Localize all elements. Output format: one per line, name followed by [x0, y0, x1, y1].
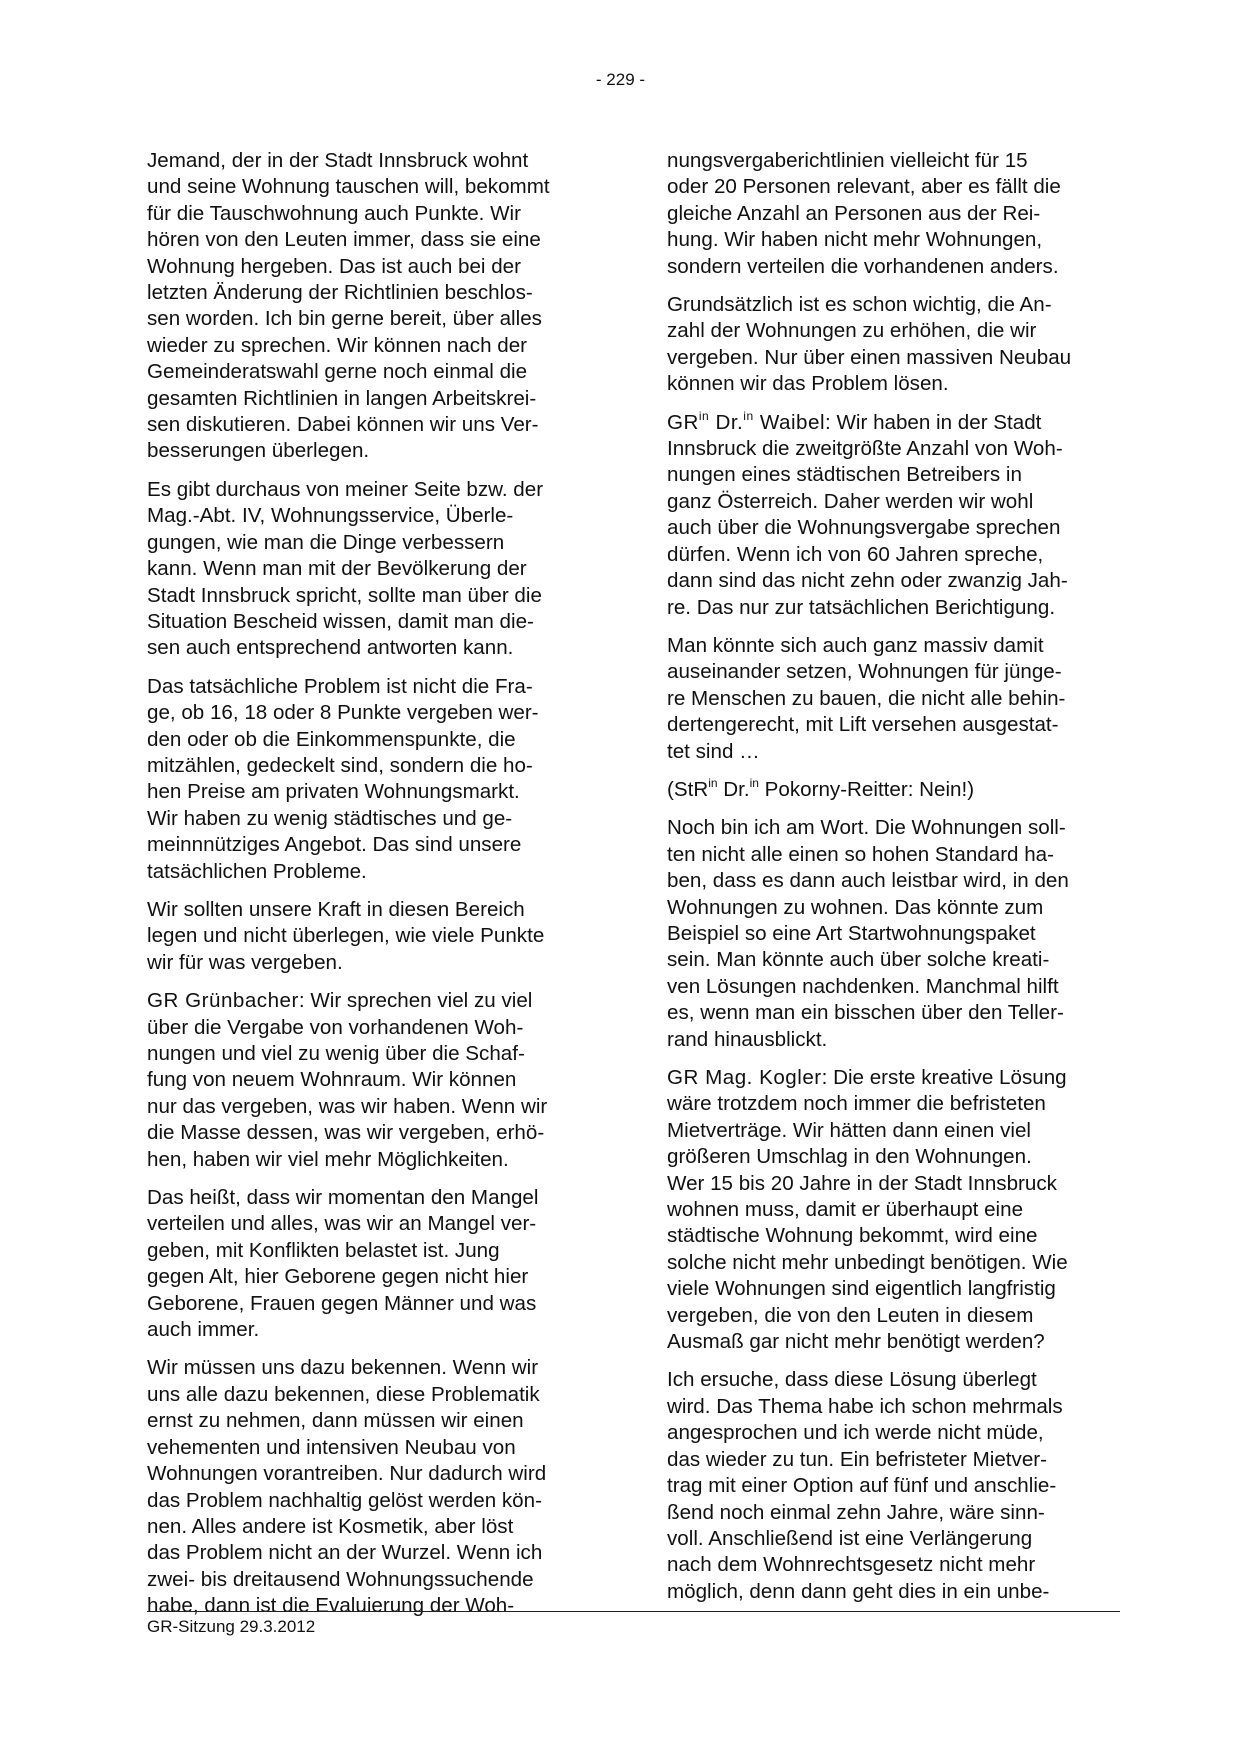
text-line: größeren Umschlag in den Wohnungen. [667, 1145, 1032, 1169]
text-line: das Problem nachhaltig gelöst werden kön- [147, 1488, 542, 1512]
text-line: dann sind das nicht zehn oder zwanzig Jah- [667, 569, 1068, 593]
paragraph [667, 148, 1119, 280]
text-line: Es gibt durchaus von meiner Seite bzw. der [147, 477, 544, 501]
text-line: dürfen. Wenn ich von 60 Jahren spreche, [667, 542, 1044, 566]
text-line: nungsvergaberichtlinien vielleicht für 15 [667, 149, 1028, 172]
text-line: solche nicht mehr unbedingt benötigen. Wie [667, 1250, 1068, 1274]
text-line: verteilen und alles, was wir an Mangel ver- [147, 1212, 537, 1236]
text-line: Noch bin ich am Wort. Die Wohnungen soll- [667, 816, 1066, 840]
text-line: nungen eines städtischen Betreibers in [667, 463, 1022, 487]
text-line: legen und nicht überlegen, wie viele Punkte [147, 924, 545, 948]
text-line: Wohnungen zu wohnen. Das könnte zum [667, 895, 1044, 919]
text-line: tatsächlichen Probleme. [147, 859, 367, 883]
text-line: Das heißt, dass wir momentan den Mangel [147, 1186, 539, 1210]
text-line: re. Das nur zur tatsächlichen Berichtigung. [667, 595, 1056, 619]
speaker-line [667, 410, 1119, 436]
text-line: Beispiel so eine Art Startwohnungspaket [667, 921, 1036, 945]
text-line: uns alle dazu bekennen, diese Problematik [147, 1382, 540, 1406]
text-line: wir für was vergeben. [147, 950, 343, 974]
text-line: vergeben, die von den Leuten in diesem [667, 1303, 1034, 1327]
text-line: Wir haben zu wenig städtisches und ge- [147, 806, 513, 830]
text-line: : Wir haben in der Stadt [825, 410, 1042, 434]
text-line: es, wenn man ein bisschen über den Teller- [667, 1001, 1064, 1025]
text-line: über die Vergabe von vorhandenen Woh- [147, 1015, 524, 1039]
text-line: gungen, wie man die Dinge verbessern [147, 530, 505, 554]
paragraph [147, 988, 599, 1173]
speaker-line [667, 1065, 1119, 1091]
text-line: viele Wohnungen sind eigentlich langfristig [667, 1277, 1056, 1301]
text-line: auseinander setzen, Wohnungen für jünge- [667, 660, 1062, 684]
text-line: auch über die Wohnungsvergabe sprechen [667, 516, 1061, 540]
paragraph [667, 1065, 1119, 1355]
text-line: ganz Österreich. Daher werden wir wohl [667, 489, 1034, 513]
text-line: Gemeinderatswahl gerne noch einmal die [147, 360, 528, 384]
footer-session-date: GR-Sitzung 29.3.2012 [147, 1617, 316, 1636]
text-line: wohnen muss, damit er überhaupt eine [667, 1198, 1024, 1222]
text-line: ben, dass es dann auch leistbar wird, in den [667, 869, 1069, 893]
text-line: Jemand, der in der Stadt Innsbruck wohnt [147, 149, 529, 172]
text-line: gesamten Richtlinien in langen Arbeitskrei- [147, 386, 537, 410]
text-line: Das tatsächliche Problem ist nicht die Fra- [147, 674, 533, 698]
text-line: sein. Man könnte auch über solche kreati- [667, 948, 1050, 972]
text-line: re Menschen zu bauen, die nicht alle behin- [667, 686, 1066, 710]
text-line: nen. Alles andere ist Kosmetik, aber löst [147, 1514, 514, 1538]
text-line: das wieder zu tun. Ein befristeter Mietver- [667, 1447, 1047, 1471]
text-line: möglich, denn dann geht dies in ein unbe- [667, 1579, 1050, 1603]
text-line: besserungen überlegen. [147, 439, 370, 463]
text-line: : Wir sprechen viel zu viel [298, 989, 533, 1013]
text-line: trag mit einer Option auf fünf und anschlie- [667, 1474, 1057, 1498]
text-line: zahl der Wohnungen zu erhöhen, die wir [667, 319, 1037, 343]
left-column [147, 148, 599, 1632]
speaker-name-part: Waibel [753, 410, 826, 434]
text-line: für die Tauschwohnung auch Punkte. Wir [147, 201, 521, 225]
speaker-line [147, 988, 599, 1014]
text-line: nungen und viel zu wenig über die Schaf- [147, 1042, 525, 1065]
text-line: Situation Bescheid wissen, damit man die- [147, 609, 534, 633]
title-superscript: in [698, 408, 710, 423]
interjection-text: Pokorny-Reitter: Nein!) [758, 777, 975, 801]
speaker-name: GR Mag. Kogler [667, 1066, 822, 1089]
text-line: hen, haben wir viel mehr Möglichkeiten. [147, 1147, 509, 1171]
paragraph [147, 897, 599, 976]
paragraph [147, 148, 599, 465]
text-line: nur das vergeben, was wir haben. Wenn wir [147, 1094, 548, 1118]
interjection [667, 777, 1119, 803]
text-line: voll. Anschließend ist eine Verlängerung [667, 1526, 1033, 1550]
text-line: meinnnütziges Angebot. Das sind unsere [147, 833, 522, 857]
text-line: sen auch entsprechend antworten kann. [147, 636, 514, 660]
title-superscript: in [708, 775, 718, 790]
text-line: hören von den Leuten immer, dass sie eine [147, 228, 541, 252]
paragraph [667, 777, 1119, 803]
text-line: Wohnungen vorantreiben. Nur dadurch wird [147, 1462, 547, 1486]
text-line: hung. Wir haben nicht mehr Wohnungen, [667, 228, 1043, 252]
text-line: und seine Wohnung tauschen will, bekommt [147, 175, 550, 199]
text-line: letzten Änderung der Richtlinien beschlos- [147, 281, 533, 305]
text-line: geben, mit Konflikten belastet ist. Jung [147, 1238, 500, 1262]
text-line: mitzählen, gedeckelt sind, sondern die ho- [147, 753, 533, 777]
text-line: ten nicht alle einen so hohen Standard ha- [667, 842, 1054, 866]
text-line: Wir müssen uns dazu bekennen. Wenn wir [147, 1356, 539, 1380]
paragraph [147, 477, 599, 662]
text-line: den oder ob die Einkommenspunkte, die [147, 727, 516, 751]
title-superscript: in [743, 408, 754, 423]
text-line: wird. Das Thema habe ich schon mehrmals [667, 1394, 1063, 1418]
text-line: auch immer. [147, 1318, 260, 1342]
footer-divider [147, 1611, 1120, 1612]
text-line: städtische Wohnung bekommt, wird eine [667, 1224, 1038, 1248]
text-line: Ich ersuche, dass diese Lösung überlegt [667, 1368, 1037, 1392]
paragraph [667, 815, 1119, 1053]
speaker-name [667, 408, 826, 434]
text-line: Wer 15 bis 20 Jahre in der Stadt Innsbruck [667, 1171, 1057, 1195]
text-line: Geborene, Frauen gegen Männer und was [147, 1291, 537, 1315]
text-line: sen diskutieren. Dabei können wir uns Ver- [147, 413, 539, 437]
text-line: sen worden. Ich bin gerne bereit, über alles [147, 307, 542, 331]
speaker-name-part: GR [667, 410, 699, 434]
right-column [667, 148, 1119, 1617]
paragraph [667, 633, 1119, 765]
text-line: habe, dann ist die Evaluierung der Woh- [147, 1594, 515, 1618]
text-line: Mietverträge. Wir hätten dann einen viel [667, 1118, 1032, 1142]
text-line: sondern verteilen die vorhandenen anders. [667, 254, 1059, 278]
text-line: vehementen und intensiven Neubau von [147, 1435, 516, 1459]
text-line: wäre trotzdem noch immer die befristeten [667, 1092, 1046, 1116]
interjection-text: Dr. [717, 777, 750, 801]
text-line: oder 20 Personen relevant, aber es fällt die [667, 175, 1061, 199]
text-line: Stadt Innsbruck spricht, sollte man über die [147, 583, 542, 607]
text-line: dertengerecht, mit Lift versehen ausgestat- [667, 713, 1059, 737]
title-superscript: in [749, 775, 759, 790]
text-line: Wir sollten unsere Kraft in diesen Bereich [147, 897, 525, 921]
text-line: : Die erste kreative Lösung [821, 1066, 1067, 1089]
text-line: gleiche Anzahl an Personen aus der Rei- [667, 201, 1041, 225]
paragraph [147, 674, 599, 885]
page-number: - 229 - [595, 70, 646, 89]
text-line: hen Preise am privaten Wohnungsmarkt. [147, 780, 520, 804]
speaker-name: GR Grünbacher [147, 989, 299, 1013]
text-line: angesprochen und ich werde nicht müde, [667, 1421, 1044, 1445]
text-line: Ausmaß gar nicht mehr benötigt werden? [667, 1330, 1045, 1354]
interjection-text: (StR [667, 777, 709, 801]
text-line: gegen Alt, hier Geborene gegen nicht hier [147, 1265, 529, 1289]
text-line: die Masse dessen, was wir vergeben, erhö- [147, 1121, 545, 1145]
text-line: ernst zu nehmen, dann müssen wir einen [147, 1409, 524, 1433]
text-line: ven Lösungen nachdenken. Manchmal hilft [667, 974, 1059, 998]
text-line: können wir das Problem lösen. [667, 372, 949, 396]
text-line: ßend noch einmal zehn Jahre, wäre sinn- [667, 1500, 1045, 1524]
text-line: Innsbruck die zweitgrößte Anzahl von Woh- [667, 437, 1063, 461]
text-line: Man könnte sich auch ganz massiv damit [667, 633, 1044, 657]
text-line: kann. Wenn man mit der Bevölkerung der [147, 557, 527, 581]
text-line: Wohnung hergeben. Das ist auch bei der [147, 254, 521, 278]
text-line: tet sind … [667, 739, 760, 763]
text-line: fung von neuem Wohnraum. Wir können [147, 1068, 517, 1092]
text-line: ge, ob 16, 18 oder 8 Punkte vergeben wer- [147, 701, 539, 725]
paragraph [147, 1185, 599, 1343]
text-line: rand hinausblickt. [667, 1027, 828, 1051]
text-line: Mag.-Abt. IV, Wohnungsservice, Überle- [147, 504, 514, 528]
text-line: Grundsätzlich ist es schon wichtig, die An- [667, 293, 1052, 317]
paragraph [147, 1355, 599, 1619]
text-line: das Problem nicht an der Wurzel. Wenn ich [147, 1541, 543, 1565]
paragraph [667, 410, 1119, 621]
speaker-name-part: Dr. [709, 410, 744, 434]
text-line: nach dem Wohnrechtsgesetz nicht mehr [667, 1553, 1036, 1577]
paragraph [667, 292, 1119, 398]
paragraph [667, 1367, 1119, 1605]
text-line: vergeben. Nur über einen massiven Neubau [667, 345, 1072, 369]
text-line: zwei- bis dreitausend Wohnungssuchende [147, 1567, 534, 1591]
text-line: wieder zu sprechen. Wir können nach der [147, 333, 528, 357]
